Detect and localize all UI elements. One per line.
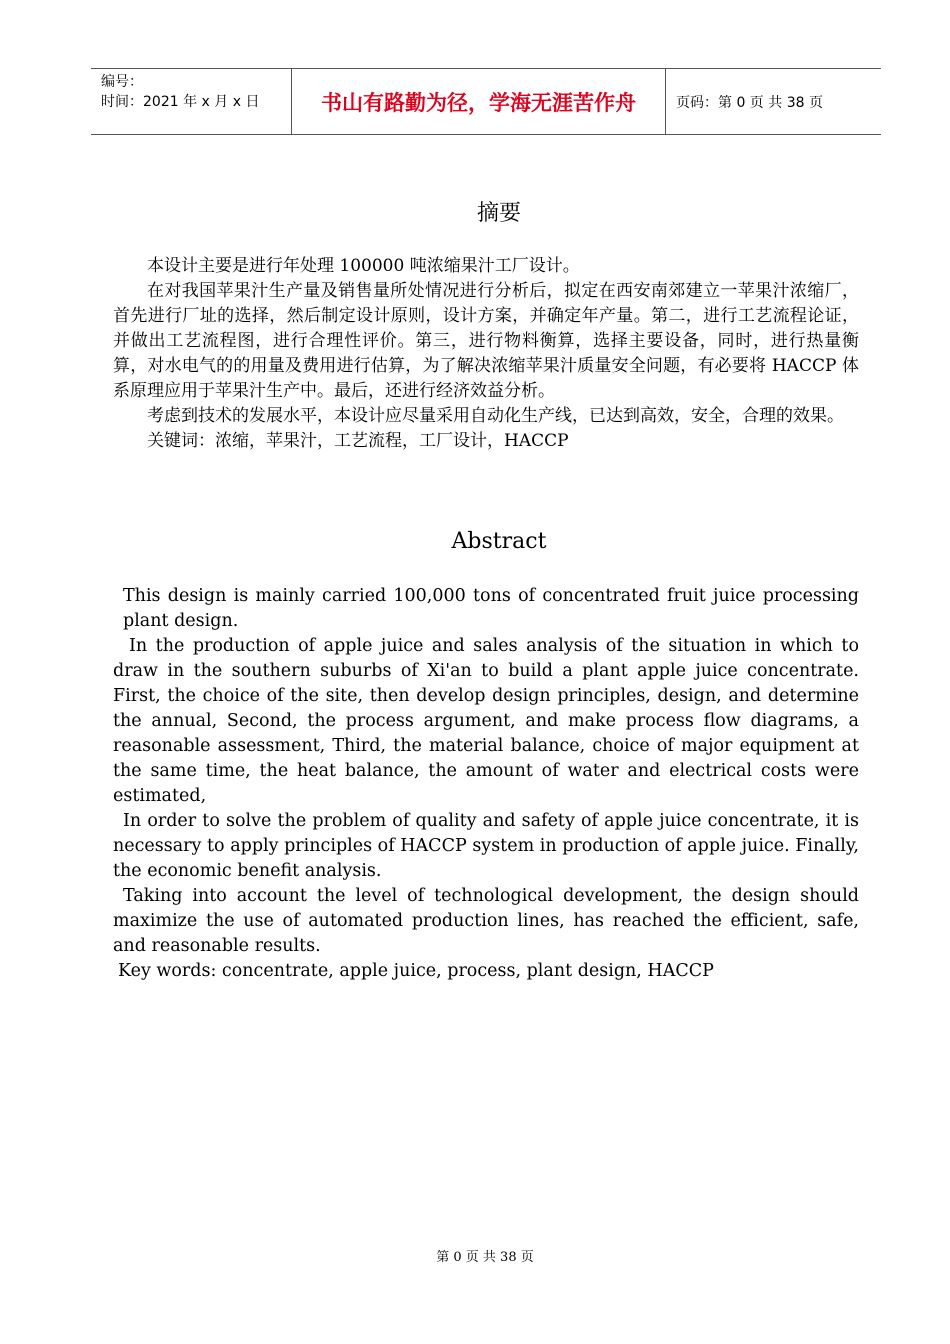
abstract-cn-title: 摘要 (476, 201, 521, 226)
abstract-en-paragraph: In the production of apple juice and sales analysis of the situation in which to draw in the southern suburbs of Xi'an to build a plant apple juice concentrate. First, the choice of the site, then develop design principles, design, and determine the annual, Second, the process argument, and make process flow diagrams, a reasonable assessment, Third, the material balance, choice of major equipment at the same time, the heat balance, the amount of water and electrical costs were estimated, (113, 636, 859, 806)
abstract-cn-body (113, 254, 859, 454)
abstract-en-title: Abstract (451, 529, 547, 554)
abstract-cn-paragraph: 本设计主要是进行年处理 100000 吨浓缩果汁工厂设计。 (147, 256, 580, 276)
abstract-en-keywords: Key words: concentrate, apple juice, process, plant design, HACCP (118, 961, 714, 981)
abstract-cn-paragraph: 在对我国苹果汁生产量及销售量所处情况进行分析后，拟定在西安南郊建立一苹果汁浓缩厂，首先进行厂址的选择，然后制定设计原则，设计方案，并确定年产量。第二，进行工艺流程论证，并做出工艺流程图，进行合理性评价。第三，进行物料衡算，选择主要设备，同时，进行热量衡算，对水电气的的用量及费用进行估算，为了解决浓缩苹果汁质量安全问题，有必要将 HACCP 体系原理应用于苹果汁生产中。最后，还进行经济效益分析。 (113, 281, 859, 401)
number-label: 编号： (101, 74, 143, 90)
header-page-info: 页码：第 0 页 共 38 页 (676, 94, 823, 111)
header-motto: 书山有路勤为径，学海无涯苦作舟 (292, 69, 666, 134)
abstract-en-body (113, 584, 859, 984)
time-label: 时间：2021 年 x 月 x 日 (101, 94, 260, 110)
abstract-cn-keywords: 关键词：浓缩，苹果汁，工艺流程，工厂设计，HACCP (147, 431, 569, 451)
abstract-cn-paragraph: 考虑到技术的发展水平，本设计应尽量采用自动化生产线，已达到高效，安全，合理的效果。 (147, 406, 844, 426)
abstract-en-paragraph: Taking into account the level of technological development, the design should maximize the use of automated production lines, has reached the efficient, safe, and reasonable results. (113, 886, 859, 956)
header-meta-cell (91, 69, 292, 134)
page-footer: 第 0 页 共 38 页 (436, 1250, 534, 1265)
abstract-en-paragraph: In order to solve the problem of quality and safety of apple juice concentrate, it is necessary to apply principles of HACCP system in production of apple juice. Finally, the economic benefit analysis. (113, 811, 859, 881)
page-header (91, 68, 881, 135)
abstract-en-paragraph: This design is mainly carried 100,000 tons of concentrated fruit juice processing plant design. (123, 586, 859, 631)
